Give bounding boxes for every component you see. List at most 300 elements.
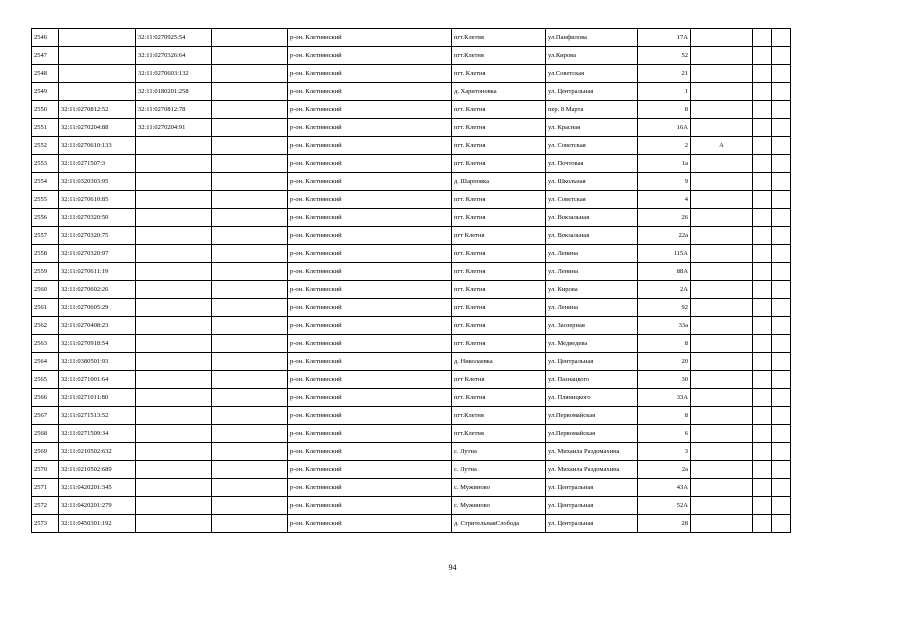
empty-cell (212, 137, 288, 155)
locality-cell: пгт. Клетня (452, 137, 546, 155)
district-cell: р-он. Клетнянский (288, 479, 452, 497)
table-row (32, 65, 791, 83)
district-cell: р-он. Клетнянский (288, 281, 452, 299)
cadastral-number-cell: 32:11:0270812:52 (59, 101, 136, 119)
table-row (32, 137, 791, 155)
cadastral-number-2-cell: 32:11:0270204:91 (136, 119, 212, 137)
house-number-cell: 1а (638, 155, 691, 173)
cadastral-number-cell: 32:11:0271011:80 (59, 389, 136, 407)
row-number-cell: 2550 (32, 101, 59, 119)
empty-cell (212, 263, 288, 281)
locality-cell: пгт. Клетня (452, 335, 546, 353)
street-cell: ул. Пазнацкого (546, 371, 638, 389)
letter-cell (691, 443, 753, 461)
letter-cell: А (691, 137, 753, 155)
district-cell: р-он. Клетнянский (288, 83, 452, 101)
house-number-cell: 52 (638, 47, 691, 65)
letter-cell (691, 119, 753, 137)
house-number-cell: 22а (638, 227, 691, 245)
locality-cell: с. Лутна (452, 443, 546, 461)
cadastral-number-2-cell (136, 389, 212, 407)
house-number-cell: 21 (638, 65, 691, 83)
empty-cell (212, 29, 288, 47)
locality-cell: пгт Клетня (452, 227, 546, 245)
table-row (32, 29, 791, 47)
cadastral-number-2-cell (136, 353, 212, 371)
cadastral-number-cell: 32:11:0210502:632 (59, 443, 136, 461)
cadastral-number-2-cell (136, 371, 212, 389)
cadastral-number-2-cell (136, 281, 212, 299)
empty-cell (212, 101, 288, 119)
district-cell: р-он. Клетнянский (288, 299, 452, 317)
row-number-cell: 2573 (32, 515, 59, 533)
table-row (32, 461, 791, 479)
empty-cell (753, 209, 772, 227)
empty-cell (772, 137, 791, 155)
cadastral-number-cell: 32:11:0271513:52 (59, 407, 136, 425)
empty-cell (772, 317, 791, 335)
table-row (32, 443, 791, 461)
row-number-cell: 2557 (32, 227, 59, 245)
letter-cell (691, 245, 753, 263)
table-row (32, 47, 791, 65)
empty-cell (753, 299, 772, 317)
cadastral-number-2-cell (136, 299, 212, 317)
empty-cell (212, 173, 288, 191)
house-number-cell: 4 (638, 191, 691, 209)
empty-cell (772, 191, 791, 209)
row-number-cell: 2551 (32, 119, 59, 137)
cadastral-number-2-cell (136, 515, 212, 533)
cadastral-number-2-cell (136, 497, 212, 515)
street-cell: ул. Заозерная (546, 317, 638, 335)
street-cell: ул. Центральная (546, 479, 638, 497)
house-number-cell: 17А (638, 29, 691, 47)
row-number-cell: 2571 (32, 479, 59, 497)
locality-cell: пгт. Клетня (452, 299, 546, 317)
locality-cell: пгт.Клетня (452, 47, 546, 65)
letter-cell (691, 83, 753, 101)
empty-cell (772, 335, 791, 353)
empty-cell (753, 47, 772, 65)
row-number-cell: 2559 (32, 263, 59, 281)
district-cell: р-он. Клетнянский (288, 65, 452, 83)
district-cell: р-он. Клетнянский (288, 317, 452, 335)
street-cell: ул. Ленина (546, 245, 638, 263)
empty-cell (753, 353, 772, 371)
cadastral-number-cell: 32:11:0271507:3 (59, 155, 136, 173)
empty-cell (212, 353, 288, 371)
locality-cell: пгт.Клетня (452, 29, 546, 47)
table-row (32, 497, 791, 515)
empty-cell (753, 83, 772, 101)
empty-cell (753, 29, 772, 47)
house-number-cell: 2а (638, 461, 691, 479)
empty-cell (772, 173, 791, 191)
district-cell: р-он. Клетнянский (288, 407, 452, 425)
empty-cell (212, 407, 288, 425)
cadastral-number-cell (59, 47, 136, 65)
cadastral-number-2-cell (136, 407, 212, 425)
district-cell: р-он. Клетнянский (288, 29, 452, 47)
table-row (32, 245, 791, 263)
cadastral-number-cell (59, 83, 136, 101)
empty-cell (212, 83, 288, 101)
cadastral-number-2-cell: 32:11:0270603:132 (136, 65, 212, 83)
cadastral-number-2-cell: 32:11:0270326:64 (136, 47, 212, 65)
street-cell: ул. Советская (546, 137, 638, 155)
district-cell: р-он. Клетнянский (288, 353, 452, 371)
empty-cell (772, 281, 791, 299)
empty-cell (212, 461, 288, 479)
house-number-cell: 43А (638, 479, 691, 497)
cadastral-number-cell: 32:11:0270408:23 (59, 317, 136, 335)
cadastral-number-cell: 32:11:0270602:26 (59, 281, 136, 299)
empty-cell (753, 425, 772, 443)
empty-cell (753, 155, 772, 173)
cadastral-number-cell: 32:11:0210502:689 (59, 461, 136, 479)
district-cell: р-он. Клетнянский (288, 245, 452, 263)
street-cell: ул.Кирова (546, 47, 638, 65)
row-number-cell: 2568 (32, 425, 59, 443)
empty-cell (753, 515, 772, 533)
cadastral-number-cell: 32:11:0380501:93 (59, 353, 136, 371)
district-cell: р-он. Клетнянский (288, 263, 452, 281)
street-cell: ул.Первомайская (546, 425, 638, 443)
cadastral-number-cell (59, 65, 136, 83)
district-cell: р-он. Клетнянский (288, 461, 452, 479)
letter-cell (691, 515, 753, 533)
row-number-cell: 2560 (32, 281, 59, 299)
letter-cell (691, 317, 753, 335)
letter-cell (691, 47, 753, 65)
locality-cell: пгт.Клетня (452, 425, 546, 443)
empty-cell (753, 173, 772, 191)
empty-cell (753, 479, 772, 497)
table-row (32, 209, 791, 227)
house-number-cell: 8 (638, 335, 691, 353)
locality-cell: пгт. Клетня (452, 119, 546, 137)
row-number-cell: 2546 (32, 29, 59, 47)
cadastral-number-cell: 32:11:0270320:97 (59, 245, 136, 263)
house-number-cell: 26 (638, 209, 691, 227)
empty-cell (753, 137, 772, 155)
row-number-cell: 2565 (32, 371, 59, 389)
locality-cell: пгт Клетня (452, 371, 546, 389)
cadastral-number-2-cell: 32:11:0270812:78 (136, 101, 212, 119)
empty-cell (772, 461, 791, 479)
empty-cell (772, 83, 791, 101)
table-row (32, 119, 791, 137)
empty-cell (212, 281, 288, 299)
registry-rows (32, 29, 791, 533)
empty-cell (212, 389, 288, 407)
empty-cell (772, 101, 791, 119)
row-number-cell: 2563 (32, 335, 59, 353)
street-cell: ул. Центральная (546, 515, 638, 533)
house-number-cell: 88А (638, 263, 691, 281)
empty-cell (772, 65, 791, 83)
empty-cell (212, 497, 288, 515)
district-cell: р-он. Клетнянский (288, 425, 452, 443)
letter-cell (691, 281, 753, 299)
house-number-cell: 2 (638, 137, 691, 155)
letter-cell (691, 425, 753, 443)
cadastral-number-2-cell (136, 461, 212, 479)
street-cell: ул. Вокзальная (546, 227, 638, 245)
street-cell: ул. Медведева (546, 335, 638, 353)
district-cell: р-он. Клетнянский (288, 173, 452, 191)
empty-cell (212, 191, 288, 209)
empty-cell (212, 209, 288, 227)
letter-cell (691, 65, 753, 83)
house-number-cell: 3 (638, 443, 691, 461)
house-number-cell: 8 (638, 407, 691, 425)
letter-cell (691, 335, 753, 353)
row-number-cell: 2553 (32, 155, 59, 173)
table-row (32, 353, 791, 371)
row-number-cell: 2555 (32, 191, 59, 209)
empty-cell (772, 389, 791, 407)
house-number-cell: 33А (638, 389, 691, 407)
empty-cell (753, 119, 772, 137)
empty-cell (753, 335, 772, 353)
table-row (32, 101, 791, 119)
cadastral-number-cell: 32:11:0420201:279 (59, 497, 136, 515)
street-cell: ул. Михаила Раздомахина (546, 443, 638, 461)
cadastral-number-2-cell (136, 137, 212, 155)
district-cell: р-он. Клетнянский (288, 497, 452, 515)
locality-cell: пгт. Клетня (452, 209, 546, 227)
locality-cell: д. Шарповка (452, 173, 546, 191)
empty-cell (753, 317, 772, 335)
empty-cell (772, 299, 791, 317)
empty-cell (212, 515, 288, 533)
empty-cell (772, 155, 791, 173)
street-cell: ул. Ленина (546, 263, 638, 281)
district-cell: р-он. Клетнянский (288, 371, 452, 389)
street-cell: ул. Почтовая (546, 155, 638, 173)
street-cell: ул. Школьная (546, 173, 638, 191)
table-row (32, 227, 791, 245)
row-number-cell: 2558 (32, 245, 59, 263)
locality-cell: с. Мужиново (452, 479, 546, 497)
locality-cell: пгт. Клетня (452, 101, 546, 119)
empty-cell (772, 425, 791, 443)
table-row (32, 173, 791, 191)
street-cell: ул. Центральная (546, 83, 638, 101)
letter-cell (691, 155, 753, 173)
cadastral-number-cell: 32:11:0270320:50 (59, 209, 136, 227)
table-row (32, 335, 791, 353)
table-row (32, 191, 791, 209)
empty-cell (753, 371, 772, 389)
district-cell: р-он. Клетнянский (288, 155, 452, 173)
house-number-cell: 92 (638, 299, 691, 317)
cadastral-number-2-cell (136, 335, 212, 353)
letter-cell (691, 353, 753, 371)
empty-cell (753, 65, 772, 83)
empty-cell (212, 245, 288, 263)
house-number-cell: 52А (638, 497, 691, 515)
empty-cell (753, 497, 772, 515)
cadastral-number-2-cell (136, 155, 212, 173)
district-cell: р-он. Клетнянский (288, 47, 452, 65)
cadastral-number-cell: 32:11:0320303:95 (59, 173, 136, 191)
cadastral-number-cell (59, 29, 136, 47)
row-number-cell: 2556 (32, 209, 59, 227)
cadastral-number-2-cell (136, 263, 212, 281)
cadastral-number-cell: 32:11:0270611:19 (59, 263, 136, 281)
row-number-cell: 2572 (32, 497, 59, 515)
empty-cell (772, 29, 791, 47)
empty-cell (212, 119, 288, 137)
district-cell: р-он. Клетнянский (288, 335, 452, 353)
table-row (32, 425, 791, 443)
locality-cell: пгт. Клетня (452, 281, 546, 299)
street-cell: пер. 8 Марта (546, 101, 638, 119)
house-number-cell: 20 (638, 353, 691, 371)
letter-cell (691, 227, 753, 245)
street-cell: ул. Михаила Раздомахина (546, 461, 638, 479)
letter-cell (691, 497, 753, 515)
district-cell: р-он. Клетнянский (288, 515, 452, 533)
empty-cell (753, 227, 772, 245)
street-cell: ул. Кирова (546, 281, 638, 299)
empty-cell (772, 407, 791, 425)
empty-cell (772, 443, 791, 461)
cadastral-number-2-cell (136, 425, 212, 443)
empty-cell (212, 227, 288, 245)
house-number-cell: 115А (638, 245, 691, 263)
table-row (32, 479, 791, 497)
empty-cell (212, 299, 288, 317)
letter-cell (691, 191, 753, 209)
table-row (32, 155, 791, 173)
empty-cell (212, 47, 288, 65)
cadastral-number-cell: 32:11:0270610:85 (59, 191, 136, 209)
table-row (32, 281, 791, 299)
locality-cell: пгт. Клетня (452, 155, 546, 173)
empty-cell (212, 317, 288, 335)
district-cell: р-он. Клетнянский (288, 101, 452, 119)
registry-table (31, 28, 791, 533)
district-cell: р-он. Клетнянский (288, 209, 452, 227)
cadastral-number-2-cell (136, 191, 212, 209)
cadastral-number-cell: 32:11:0270320:75 (59, 227, 136, 245)
locality-cell: пгт. Клетня (452, 65, 546, 83)
cadastral-number-2-cell: 32:11:0180201:258 (136, 83, 212, 101)
locality-cell: пгт. Клетня (452, 389, 546, 407)
table-row (32, 317, 791, 335)
locality-cell: с. Мужиново (452, 497, 546, 515)
row-number-cell: 2552 (32, 137, 59, 155)
empty-cell (772, 497, 791, 515)
house-number-cell: 9 (638, 173, 691, 191)
locality-cell: пгт. Клетня (452, 263, 546, 281)
row-number-cell: 2567 (32, 407, 59, 425)
empty-cell (212, 443, 288, 461)
street-cell: ул. Пляницкого (546, 389, 638, 407)
locality-cell: д. Харитоновка (452, 83, 546, 101)
cadastral-number-2-cell (136, 443, 212, 461)
house-number-cell: 1 (638, 83, 691, 101)
district-cell: р-он. Клетнянский (288, 389, 452, 407)
house-number-cell: 6 (638, 425, 691, 443)
letter-cell (691, 209, 753, 227)
district-cell: р-он. Клетнянский (288, 443, 452, 461)
empty-cell (772, 263, 791, 281)
cadastral-number-cell: 32:11:0270610:133 (59, 137, 136, 155)
locality-cell: пгт. Клетня (452, 317, 546, 335)
row-number-cell: 2566 (32, 389, 59, 407)
empty-cell (212, 335, 288, 353)
row-number-cell: 2561 (32, 299, 59, 317)
locality-cell: д. СтрительнаяСлобода (452, 515, 546, 533)
row-number-cell: 2549 (32, 83, 59, 101)
empty-cell (772, 371, 791, 389)
letter-cell (691, 299, 753, 317)
empty-cell (772, 227, 791, 245)
letter-cell (691, 461, 753, 479)
empty-cell (753, 245, 772, 263)
empty-cell (753, 389, 772, 407)
row-number-cell: 2547 (32, 47, 59, 65)
cadastral-number-2-cell (136, 317, 212, 335)
cadastral-number-cell: 32:11:0270605:29 (59, 299, 136, 317)
table-row (32, 299, 791, 317)
empty-cell (212, 371, 288, 389)
row-number-cell: 2554 (32, 173, 59, 191)
cadastral-number-2-cell (136, 479, 212, 497)
cadastral-number-2-cell (136, 209, 212, 227)
street-cell: ул. Вокзальная (546, 209, 638, 227)
table-row (32, 407, 791, 425)
house-number-cell: 30 (638, 371, 691, 389)
empty-cell (212, 479, 288, 497)
cadastral-number-2-cell: 32:11:0270925:54 (136, 29, 212, 47)
cadastral-number-2-cell (136, 245, 212, 263)
district-cell: р-он. Клетнянский (288, 119, 452, 137)
cadastral-number-cell: 32:11:0270204:88 (59, 119, 136, 137)
table-row (32, 83, 791, 101)
letter-cell (691, 29, 753, 47)
street-cell: ул.Советская (546, 65, 638, 83)
empty-cell (772, 119, 791, 137)
empty-cell (753, 407, 772, 425)
page-number: 94 (448, 563, 457, 572)
district-cell: р-он. Клетнянский (288, 191, 452, 209)
empty-cell (753, 191, 772, 209)
street-cell: ул.Первомайская (546, 407, 638, 425)
empty-cell (212, 65, 288, 83)
street-cell: ул. Красная (546, 119, 638, 137)
empty-cell (212, 425, 288, 443)
row-number-cell: 2570 (32, 461, 59, 479)
letter-cell (691, 389, 753, 407)
locality-cell: пгт. Клетня (452, 245, 546, 263)
street-cell: ул. Советская (546, 191, 638, 209)
letter-cell (691, 101, 753, 119)
cadastral-number-2-cell (136, 173, 212, 191)
letter-cell (691, 173, 753, 191)
empty-cell (212, 155, 288, 173)
locality-cell: с. Лутна (452, 461, 546, 479)
locality-cell: пгт. Клетня (452, 191, 546, 209)
empty-cell (772, 515, 791, 533)
empty-cell (772, 353, 791, 371)
house-number-cell: 16А (638, 119, 691, 137)
